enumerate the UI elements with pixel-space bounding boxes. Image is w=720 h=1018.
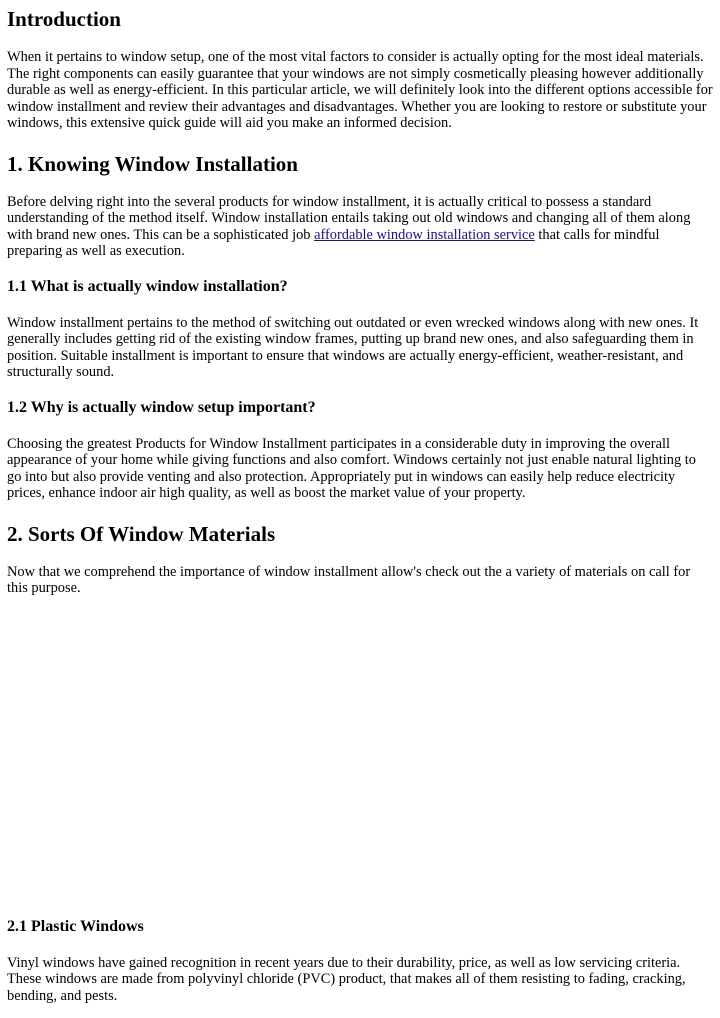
paragraph-text-before-link: Before delving right into the several products for window installment, it is actually critical to possess a standard understanding of the method itself. Window installation entails taking out old windows and changing all of them along with brand new ones. This can be a sophisticated job <box>7 193 691 243</box>
heading-what-is-window-installation: 1.1 What is actually window installation? <box>7 277 288 295</box>
blank-content-area <box>7 597 720 917</box>
heading-why-window-setup-important: 1.2 Why is actually window setup important? <box>7 398 316 416</box>
paragraph-plastic-windows: Vinyl windows have gained recognition in recent years due to their durability, price, as well as low servicing criteria. These windows are made from polyvinyl chloride (PVC) product, that makes all of them resisting to fading, cracking, bending, and pests. <box>7 954 686 1004</box>
heading-sorts-of-window-materials: 2. Sorts Of Window Materials <box>7 521 276 546</box>
paragraph-knowing-window-installation <box>7 194 713 260</box>
paragraph-text-after-link: that calls for mindful preparing as well as execution. <box>7 226 660 259</box>
paragraph-what-is-window-installation: Window installment pertains to the method of switching out outdated or even wrecked windows along with new ones. It generally includes getting rid of the existing window frames, putting up brand new ones, and also safeguarding them in position. Suitable installment is important to ensure that windows are actually energy-efficient, weather-resistant, and structurally sound. <box>7 314 699 380</box>
paragraph-introduction: When it pertains to window setup, one of the most vital factors to consider is actually opting for the most ideal materials. The right components can easily guarantee that your windows are not simply cosmetically pleasing however additionally durable as well as energy-efficient. In this particular article, we will definitely look into the different options accessible for window installment and review their advantages and disadvantages. Whether you are looking to restore or substitute your windows, this extensive quick guide will aid you make an informed decision. <box>7 49 713 131</box>
paragraph-why-window-setup-important: Choosing the greatest Products for Window Installment participates in a considerable duty in improving the overall appearance of your home while giving functions and also comfort. Windows certainly not just enable natural lighting to go into but also provide venting and also protection. Appropriately put in windows can easily help reduce electricity prices, enhance indoor air high quality, as well as boost the market value of your property. <box>7 435 696 501</box>
heading-plastic-windows: 2.1 Plastic Windows <box>7 917 144 935</box>
paragraph-sorts-of-window-materials: Now that we comprehend the importance of window installment allow's check out the a variety of materials on call for this purpose. <box>7 563 691 596</box>
heading-introduction: Introduction <box>7 7 121 31</box>
heading-knowing-window-installation: 1. Knowing Window Installation <box>7 151 298 176</box>
affordable-window-installation-link[interactable]: affordable window installation service <box>314 226 535 243</box>
